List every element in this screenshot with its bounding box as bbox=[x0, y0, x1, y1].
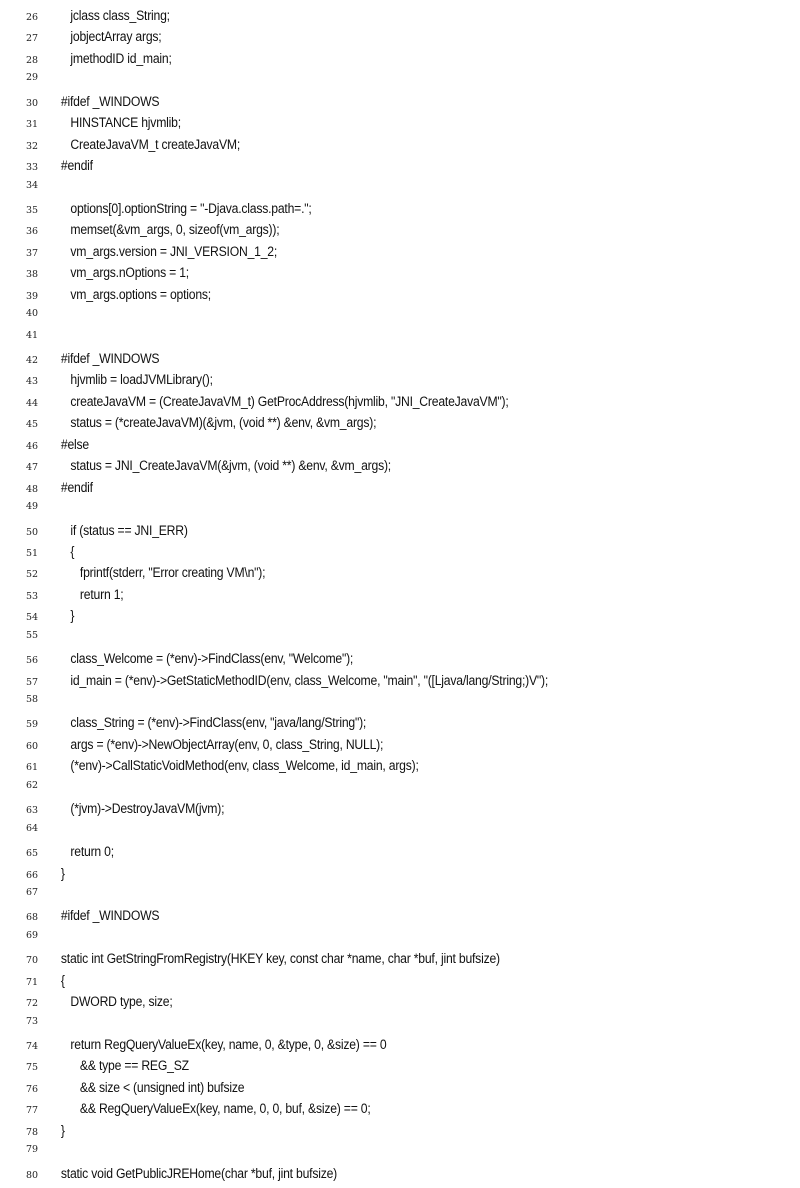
code-line bbox=[0, 501, 800, 522]
code-line bbox=[0, 887, 800, 908]
code-line bbox=[0, 51, 800, 72]
code-text: (*env)->CallStaticVoidMethod(env, class_Welcome, id_main, args); bbox=[60, 758, 419, 775]
line-number: 36 bbox=[26, 226, 39, 238]
code-text: return RegQueryValueEx(key, name, 0, &type, 0, &size) == 0 bbox=[60, 1037, 387, 1053]
code-line bbox=[0, 1101, 800, 1122]
line-number: 41 bbox=[26, 329, 39, 341]
line-number: 77 bbox=[26, 1105, 39, 1117]
line-number: 52 bbox=[26, 569, 39, 581]
code-line bbox=[0, 1144, 800, 1165]
code-line bbox=[0, 737, 800, 758]
code-line bbox=[0, 630, 800, 651]
code-line bbox=[0, 480, 800, 501]
code-line bbox=[0, 973, 800, 994]
code-text: id_main = (*env)->GetStaticMethodID(env, class_Welcome, "main", "([Ljava/lang/String;)V"); bbox=[60, 672, 549, 689]
code-line bbox=[0, 137, 800, 158]
line-number: 56 bbox=[26, 655, 39, 667]
code-text: #endif bbox=[60, 479, 93, 496]
code-listing bbox=[0, 8, 800, 1187]
code-text: { bbox=[60, 543, 75, 560]
code-text: vm_args.version = JNI_VERSION_1_2; bbox=[60, 243, 278, 260]
code-line bbox=[0, 265, 800, 286]
code-line bbox=[0, 994, 800, 1015]
code-text: createJavaVM = (CreateJavaVM_t) GetProcAddress(hjvmlib, "JNI_CreateJavaVM"); bbox=[60, 393, 509, 410]
line-number: 58 bbox=[26, 694, 39, 705]
line-number: 34 bbox=[26, 179, 39, 191]
code-line bbox=[0, 1166, 800, 1187]
code-line bbox=[0, 523, 800, 544]
code-line bbox=[0, 330, 800, 351]
code-text: (*jvm)->DestroyJavaVM(jvm); bbox=[60, 801, 225, 818]
line-number: 64 bbox=[26, 822, 39, 834]
code-line bbox=[0, 1123, 800, 1144]
line-number: 50 bbox=[26, 526, 39, 538]
code-text: static void GetPublicJREHome(char *buf, jint bufsize) bbox=[60, 1165, 338, 1182]
code-line bbox=[0, 565, 800, 586]
code-line bbox=[0, 587, 800, 608]
code-line bbox=[0, 694, 800, 715]
line-number: 29 bbox=[26, 72, 39, 84]
code-line bbox=[0, 823, 800, 844]
line-number: 73 bbox=[26, 1015, 39, 1027]
code-line bbox=[0, 287, 800, 308]
line-number: 79 bbox=[26, 1144, 39, 1156]
code-line bbox=[0, 94, 800, 115]
line-number: 45 bbox=[26, 419, 39, 431]
line-number: 27 bbox=[26, 33, 39, 45]
line-number: 35 bbox=[26, 204, 39, 216]
line-number: 44 bbox=[26, 397, 39, 409]
line-number: 42 bbox=[26, 355, 39, 366]
code-line bbox=[0, 908, 800, 929]
line-number: 31 bbox=[26, 119, 39, 131]
line-number: 43 bbox=[26, 376, 39, 388]
line-number: 75 bbox=[26, 1062, 39, 1074]
code-text: #ifdef _WINDOWS bbox=[60, 351, 160, 367]
code-text: #ifdef _WINDOWS bbox=[60, 908, 160, 925]
code-text: status = JNI_CreateJavaVM(&jvm, (void **) &env, &vm_args); bbox=[60, 458, 391, 475]
line-number: 48 bbox=[26, 483, 39, 495]
code-line bbox=[0, 394, 800, 415]
code-line bbox=[0, 222, 800, 243]
code-line bbox=[0, 415, 800, 436]
code-text: options[0].optionString = "-Djava.class.path=."; bbox=[60, 200, 312, 217]
code-text: if (status == JNI_ERR) bbox=[60, 522, 188, 539]
code-text: args = (*env)->NewObjectArray(env, 0, class_String, NULL); bbox=[60, 736, 384, 753]
code-line bbox=[0, 951, 800, 972]
code-line bbox=[0, 437, 800, 458]
code-line bbox=[0, 780, 800, 801]
line-number: 60 bbox=[26, 740, 39, 752]
line-number: 26 bbox=[26, 12, 39, 23]
code-text: memset(&vm_args, 0, sizeof(vm_args)); bbox=[60, 222, 280, 239]
code-line bbox=[0, 115, 800, 136]
code-line bbox=[0, 544, 800, 565]
code-line bbox=[0, 1016, 800, 1037]
line-number: 46 bbox=[26, 440, 39, 452]
code-text: fprintf(stderr, "Error creating VM\n"); bbox=[60, 565, 266, 582]
code-text: jclass class_String; bbox=[60, 8, 170, 24]
code-text: && RegQueryValueEx(key, name, 0, 0, buf, &size) == 0; bbox=[60, 1101, 371, 1118]
line-number: 53 bbox=[26, 590, 39, 602]
code-line bbox=[0, 866, 800, 887]
code-text: #endif bbox=[60, 158, 93, 175]
code-line bbox=[0, 308, 800, 329]
line-number: 32 bbox=[26, 140, 39, 152]
line-number: 28 bbox=[26, 54, 39, 66]
line-number: 49 bbox=[26, 501, 39, 513]
code-text: && size < (unsigned int) bufsize bbox=[60, 1079, 245, 1096]
code-text: { bbox=[60, 972, 65, 989]
code-line bbox=[0, 1037, 800, 1058]
code-line bbox=[0, 8, 800, 29]
line-number: 38 bbox=[26, 269, 39, 281]
code-text: } bbox=[60, 865, 65, 882]
line-number: 61 bbox=[26, 762, 39, 774]
code-text: HINSTANCE hjvmlib; bbox=[60, 115, 181, 132]
code-text: } bbox=[60, 1122, 65, 1139]
code-text: jobjectArray args; bbox=[60, 29, 162, 46]
code-text: jmethodID id_main; bbox=[60, 50, 172, 67]
code-line bbox=[0, 72, 800, 93]
line-number: 40 bbox=[26, 308, 39, 320]
code-line bbox=[0, 673, 800, 694]
code-line bbox=[0, 1058, 800, 1079]
code-line bbox=[0, 201, 800, 222]
code-line bbox=[0, 1080, 800, 1101]
line-number: 66 bbox=[26, 869, 39, 881]
line-number: 67 bbox=[26, 886, 39, 898]
code-text: DWORD type, size; bbox=[60, 994, 173, 1011]
line-number: 63 bbox=[26, 805, 39, 817]
code-text: && type == REG_SZ bbox=[60, 1058, 189, 1075]
line-number: 54 bbox=[26, 612, 39, 624]
code-line bbox=[0, 244, 800, 265]
code-text: class_String = (*env)->FindClass(env, "java/lang/String"); bbox=[60, 715, 367, 732]
code-text: #else bbox=[60, 436, 89, 453]
code-line bbox=[0, 844, 800, 865]
line-number: 47 bbox=[26, 462, 39, 474]
line-number: 76 bbox=[26, 1083, 39, 1095]
code-line bbox=[0, 608, 800, 629]
code-line bbox=[0, 351, 800, 372]
code-text: status = (*createJavaVM)(&jvm, (void **) &env, &vm_args); bbox=[60, 415, 377, 432]
line-number: 51 bbox=[26, 547, 39, 559]
line-number: 69 bbox=[26, 929, 39, 941]
line-number: 57 bbox=[26, 676, 39, 688]
code-text: CreateJavaVM_t createJavaVM; bbox=[60, 136, 241, 153]
code-text: return 1; bbox=[60, 586, 124, 603]
code-line bbox=[0, 180, 800, 201]
line-number: 70 bbox=[26, 955, 39, 967]
code-text: } bbox=[60, 608, 75, 625]
code-line bbox=[0, 29, 800, 50]
line-number: 59 bbox=[26, 719, 39, 731]
code-text: #ifdef _WINDOWS bbox=[60, 93, 160, 110]
line-number: 33 bbox=[26, 162, 39, 174]
line-number: 68 bbox=[26, 912, 39, 924]
line-number: 62 bbox=[26, 779, 39, 791]
line-number: 30 bbox=[26, 97, 39, 109]
code-line bbox=[0, 372, 800, 393]
line-number: 74 bbox=[26, 1041, 39, 1052]
code-text: return 0; bbox=[60, 844, 114, 861]
code-text: class_Welcome = (*env)->FindClass(env, "Welcome"); bbox=[60, 651, 354, 668]
line-number: 72 bbox=[26, 998, 39, 1010]
code-line bbox=[0, 458, 800, 479]
code-text: vm_args.nOptions = 1; bbox=[60, 265, 189, 282]
line-number: 78 bbox=[26, 1126, 39, 1138]
code-text: vm_args.options = options; bbox=[60, 286, 211, 303]
line-number: 65 bbox=[26, 848, 39, 860]
code-line bbox=[0, 158, 800, 179]
code-line bbox=[0, 651, 800, 672]
code-line bbox=[0, 930, 800, 951]
code-line bbox=[0, 801, 800, 822]
line-number: 71 bbox=[26, 976, 39, 988]
code-line bbox=[0, 715, 800, 736]
line-number: 55 bbox=[26, 629, 39, 641]
line-number: 37 bbox=[26, 247, 39, 259]
line-number: 39 bbox=[26, 290, 39, 302]
code-text: static int GetStringFromRegistry(HKEY key, const char *name, char *buf, jint bufsize) bbox=[60, 951, 500, 968]
code-line bbox=[0, 758, 800, 779]
code-text: hjvmlib = loadJVMLibrary(); bbox=[60, 372, 213, 389]
line-number: 80 bbox=[26, 1169, 39, 1181]
